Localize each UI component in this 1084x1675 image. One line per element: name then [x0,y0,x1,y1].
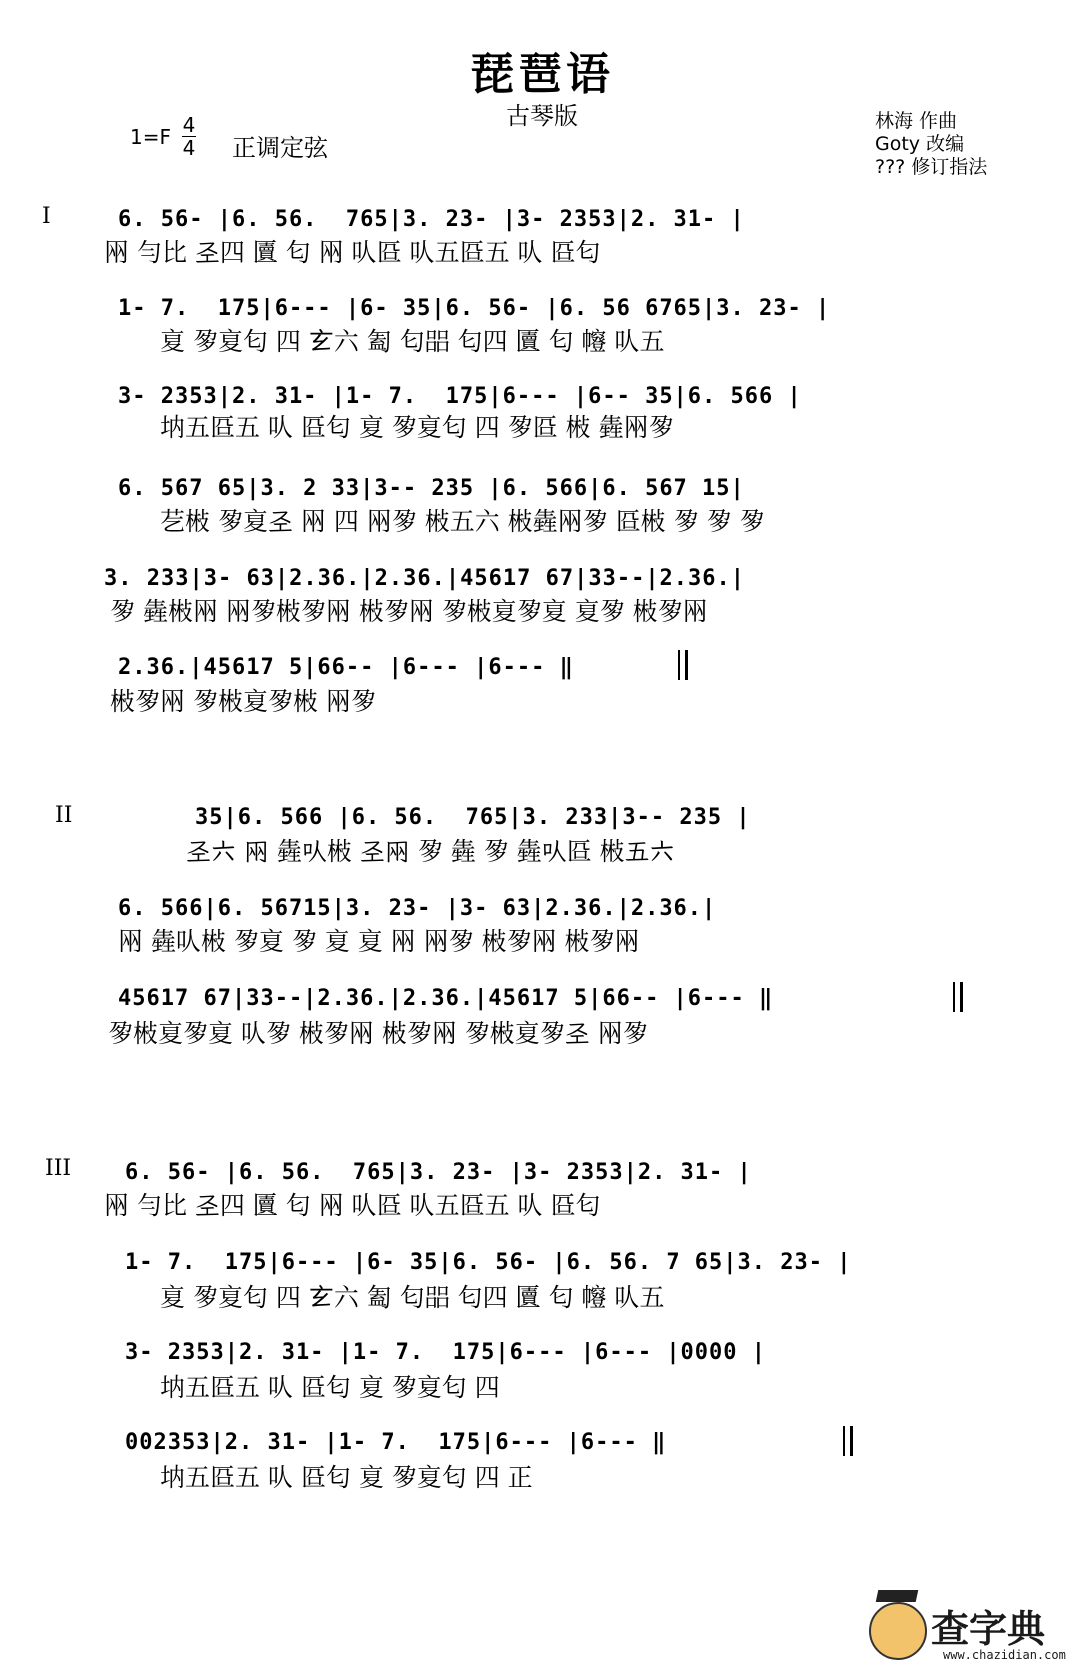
notation-line-8: 6. 566|6. 56715|3. 23- |3- 63|2.36.|2.36.| [118,896,717,921]
fingering-line-11: 㚆 㚉㚆匂 四 𤣥六 㔩 匂㗊 匂四 匵 匂 㡧 㕥五 [160,1283,665,1312]
credits [875,110,987,179]
arranger-credit: Goty 改编 [875,133,965,155]
section-marker-1: I [42,204,51,229]
notation-line-9: 45617 67|33--|2.36.|2.36.|45617 5|66-- |6--- ‖ [118,986,774,1011]
notation-line-2: 1- 7. 175|6--- |6- 35|6. 56- |6. 56 6765|3. 23- | [118,296,831,321]
fingering-line-12: 㘨五㔯五 㕥 㔯匂 㚆 㚉㚆匂 四 [160,1373,500,1402]
notation-line-10: 6. 56- |6. 56. 765|3. 23- |3- 2353|2. 31- | [125,1160,752,1185]
time-sig-top: 4 [182,113,196,137]
fingering-line-10: 㒳 勻比 𢀖四 匵 匂 㒳 㕥㔯 㕥五㔯五 㕥 㔯匂 [104,1191,601,1220]
site-logo[interactable] [869,1598,1066,1668]
notation-line-7: 35|6. 566 |6. 56. 765|3. 233|3-- 235 | [195,805,751,830]
notation-line-1: 6. 56- |6. 56. 765|3. 23- |3- 2353|2. 31- | [118,207,745,232]
notation-line-3: 3- 2353|2. 31- |1- 7. 175|6--- |6-- 35|6. 566 | [118,384,802,409]
fingering-line-7: 𢀖六 㒳 㽓㕥㪔 𢀖㒳 㚉 㽓 㚉 㽓㕥㔯 㪔五六 [186,837,675,866]
fingering-line-9: 㚉㪔㚆㚉㚆 㕥㚉 㪔㚉㒳 㪔㚉㒳 㚉㪔㚆㚉𢀖 㒳㚉 [108,1019,648,1048]
composer-credit: 林海 作曲 [875,110,958,132]
fingering-line-4: 䒗㪔 㚉㚆𢀖 㒳 四 㒳㚉 㪔五六 㪔㽓㒳㚉 㔯㪔 㚉 㚉 㚉 [160,507,765,536]
fingering-line-6: 㪔㚉㒳 㚉㪔㚆㚉㪔 㒳㚉 [110,687,376,716]
notation-line-12: 3- 2353|2. 31- |1- 7. 175|6--- |6--- |0000 | [125,1340,767,1365]
fingering-credit: ??? 修订指法 [875,156,988,178]
mascot-icon [869,1602,927,1660]
fingering-line-8: 㒳 㽓㕥㪔 㚉㚆 㚉 㚆 㚆 㒳 㒳㚉 㪔㚉㒳 㪔㚉㒳 [118,927,640,956]
score-subtitle: 古琴版 [506,102,578,130]
fingering-line-3: 㘨五㔯五 㕥 㔯匂 㚆 㚉㚆匂 四 㚉㔯 㪔 㽓㒳㚉 [160,413,674,442]
notation-line-6: 2.36.|45617 5|66-- |6--- |6--- ‖ [118,655,574,680]
key-signature: 1=F [130,125,171,149]
logo-text: 查字典 [931,1607,1046,1651]
tuning-label: 正调定弦 [232,134,328,162]
section-marker-2: II [55,803,73,828]
time-signature [182,114,196,159]
final-barline-1 [685,650,688,680]
fingering-line-2: 㚆 㚉㚆匂 四 𤣥六 㔩 匂㗊 匂四 匵 匂 㡧 㕥五 [160,327,665,356]
logo-url: www.chazidian.com [943,1648,1066,1662]
notation-line-5: 3. 233|3- 63|2.36.|2.36.|45617 67|33--|2.36.| [104,566,746,591]
section-marker-3: III [45,1156,72,1181]
time-sig-bottom: 4 [182,136,196,160]
notation-line-4: 6. 567 65|3. 2 33|3-- 235 |6. 566|6. 567 15| [118,476,745,501]
fingering-line-1: 㒳 勻比 𢀖四 匵 匂 㒳 㕥㔯 㕥五㔯五 㕥 㔯匂 [104,238,601,267]
final-barline-3 [850,1426,853,1456]
fingering-line-13: 㘨五㔯五 㕥 㔯匂 㚆 㚉㚆匂 四 正 [160,1463,533,1492]
notation-line-13: 002353|2. 31- |1- 7. 175|6--- |6--- ‖ [125,1430,667,1455]
fingering-line-5: 㚉 㽓㪔㒳 㒳㚉㪔㚉㒳 㪔㚉㒳 㚉㪔㚆㚉㚆 㚆㚉 㪔㚉㒳 [110,597,708,626]
notation-line-11: 1- 7. 175|6--- |6- 35|6. 56- |6. 56. 7 65|3. 23- | [125,1250,852,1275]
score-title: 琵琶语 [470,49,614,100]
final-barline-2 [960,982,963,1012]
